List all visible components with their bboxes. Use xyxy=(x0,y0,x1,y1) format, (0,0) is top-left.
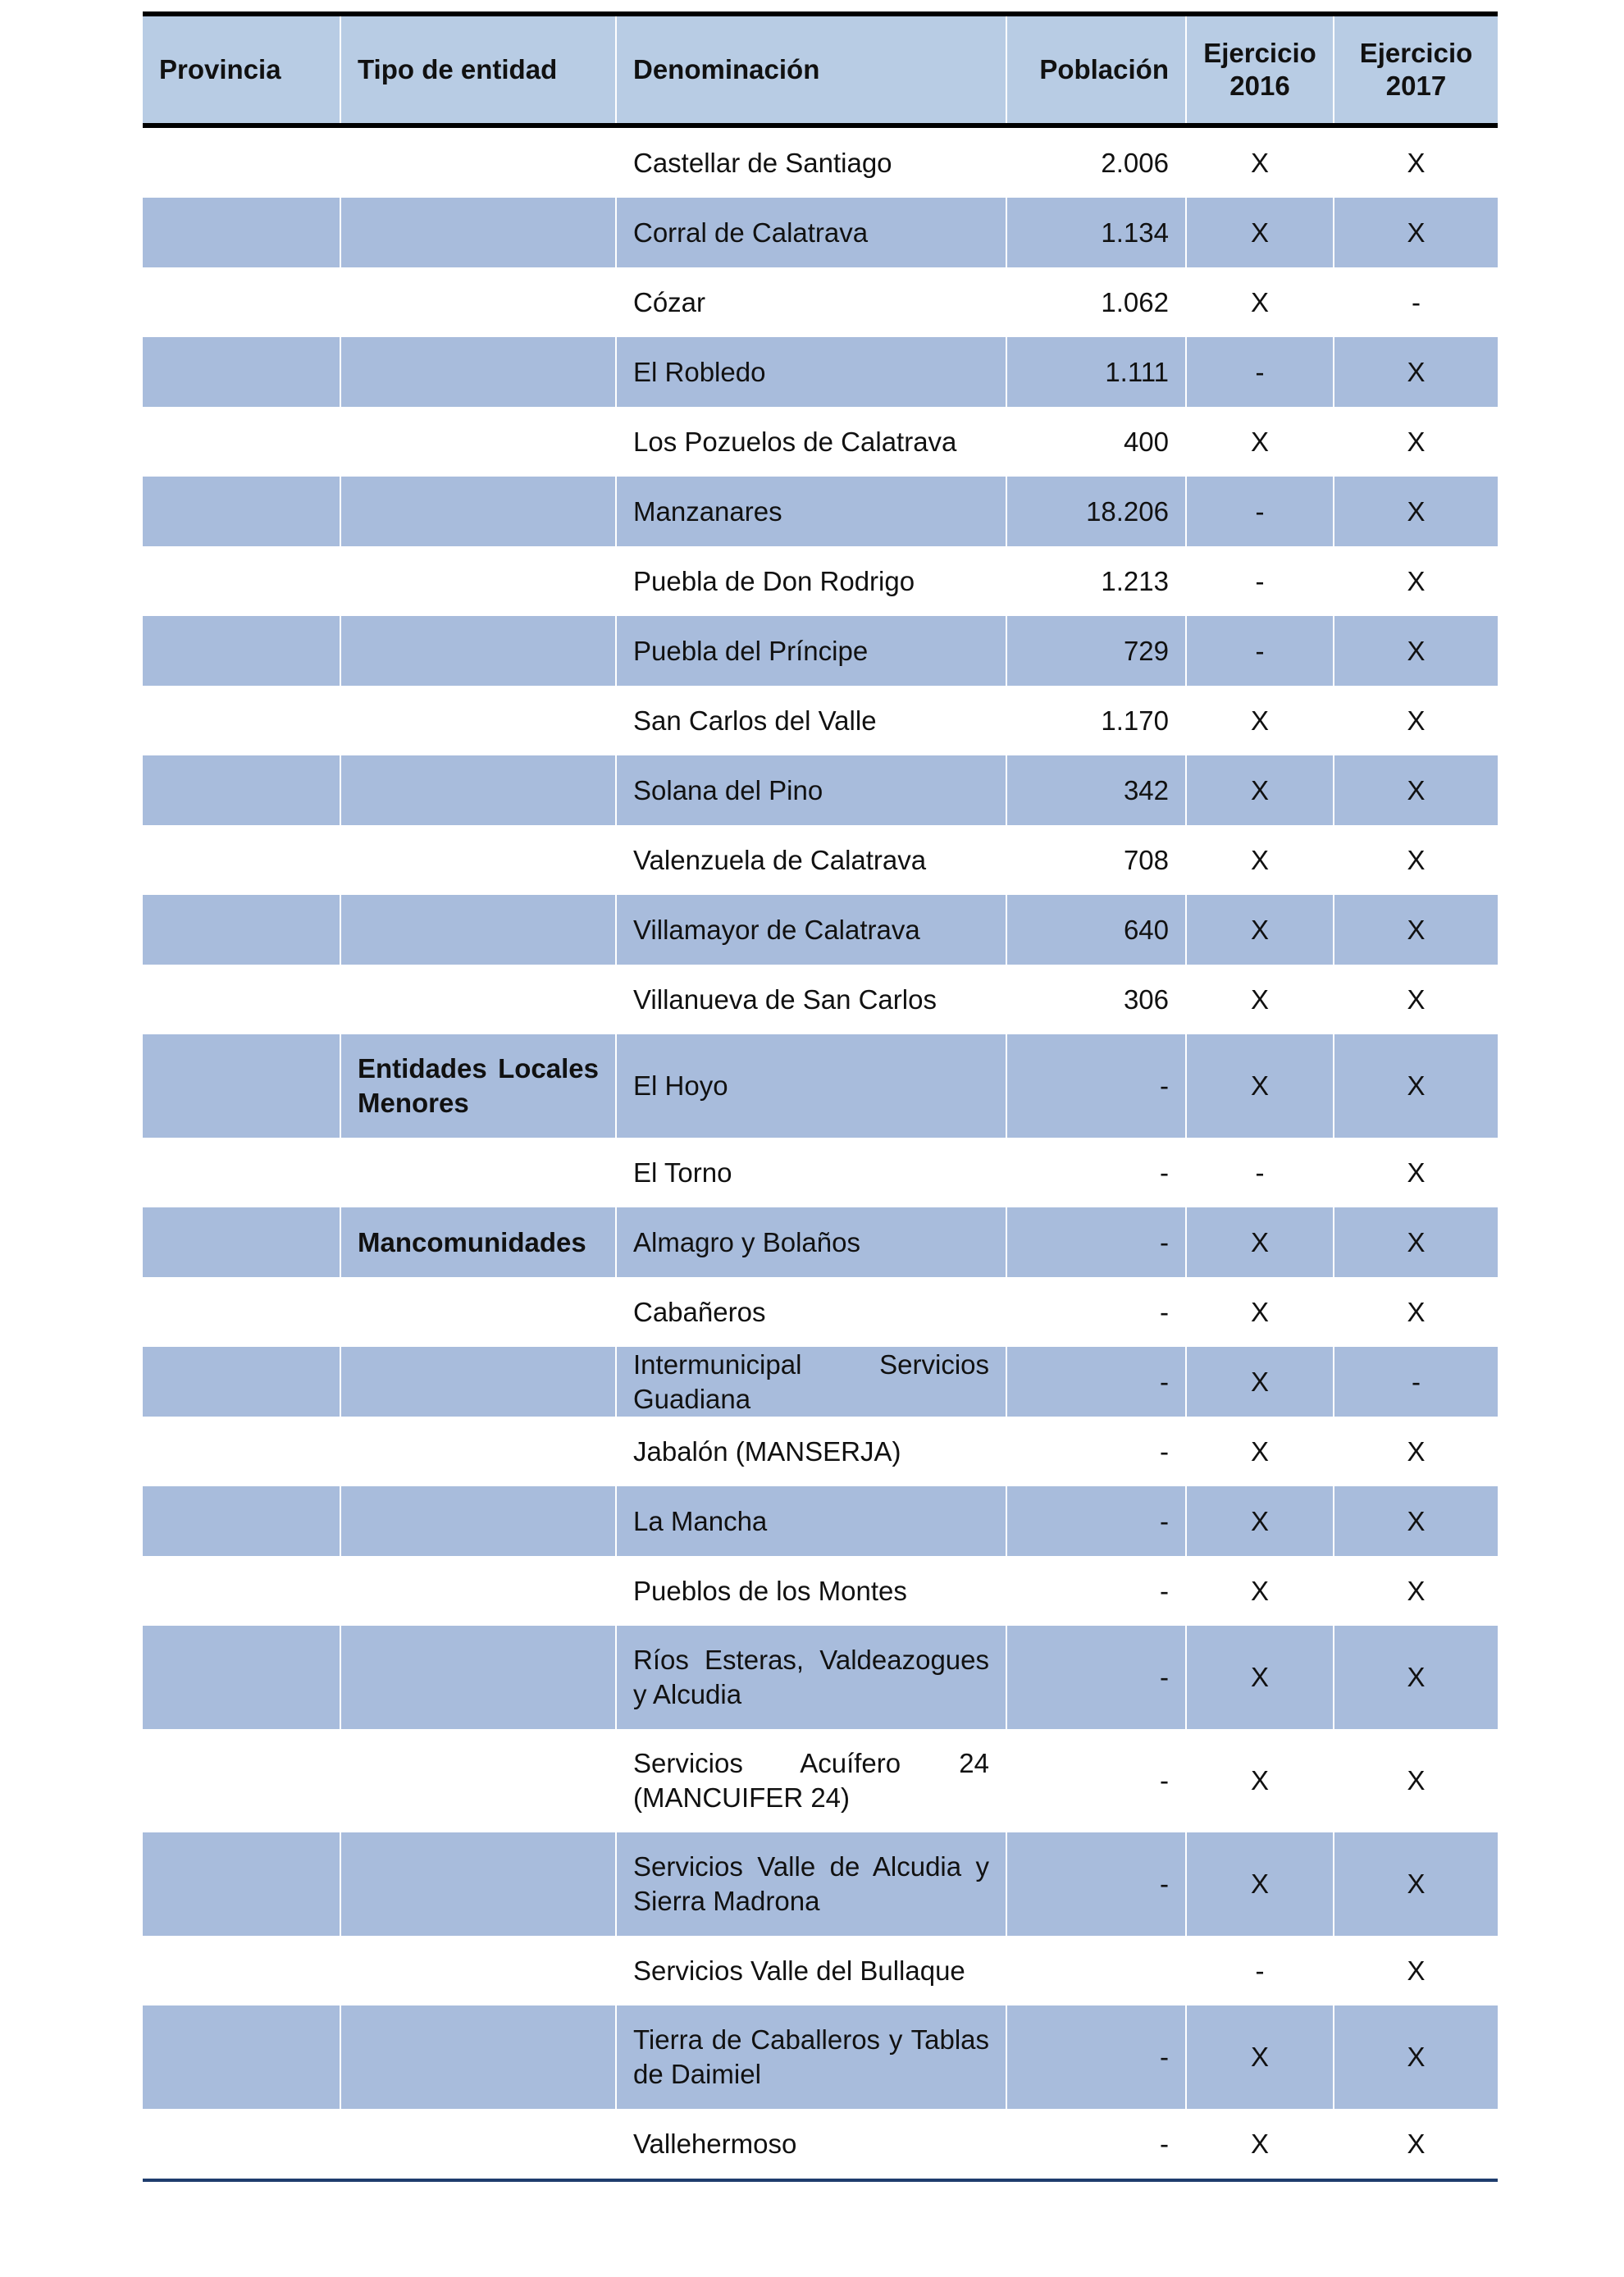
cell-denominacion: Ríos Esteras, Valdeazogues y Alcudia xyxy=(616,1626,1006,1729)
cell-poblacion: - xyxy=(1006,1486,1186,1556)
cell-poblacion: - xyxy=(1006,1832,1186,1936)
cell-tipo-entidad: Mancomunidades xyxy=(340,1207,616,1277)
cell-denominacion: Villanueva de San Carlos xyxy=(616,965,1006,1034)
cell-ejercicio-2016: X xyxy=(1186,1832,1334,1936)
cell-provincia xyxy=(143,825,340,895)
cell-ejercicio-2017: X xyxy=(1334,686,1498,755)
cell-ejercicio-2016: X xyxy=(1186,2109,1334,2180)
cell-poblacion: 400 xyxy=(1006,407,1186,477)
table-header xyxy=(143,14,1498,125)
cell-ejercicio-2016: - xyxy=(1186,337,1334,407)
cell-denominacion: Servicios Acuífero 24 (MANCUIFER 24) xyxy=(616,1729,1006,1832)
cell-ejercicio-2016: X xyxy=(1186,1729,1334,1832)
table-row xyxy=(143,686,1498,755)
cell-tipo-entidad xyxy=(340,125,616,198)
cell-tipo-entidad xyxy=(340,477,616,546)
cell-ejercicio-2016: X xyxy=(1186,1207,1334,1277)
cell-tipo-entidad: Entidades Locales Menores xyxy=(340,1034,616,1138)
cell-poblacion xyxy=(1006,1936,1186,2005)
cell-ejercicio-2016: X xyxy=(1186,1347,1334,1417)
cell-ejercicio-2016: X xyxy=(1186,965,1334,1034)
cell-poblacion: - xyxy=(1006,1034,1186,1138)
cell-ejercicio-2016: X xyxy=(1186,1034,1334,1138)
cell-provincia xyxy=(143,965,340,1034)
cell-tipo-entidad xyxy=(340,1556,616,1626)
cell-ejercicio-2017: X xyxy=(1334,1034,1498,1138)
cell-denominacion: Corral de Calatrava xyxy=(616,198,1006,267)
cell-ejercicio-2017: X xyxy=(1334,616,1498,686)
table-row xyxy=(143,965,1498,1034)
table-row xyxy=(143,1729,1498,1832)
cell-ejercicio-2016: - xyxy=(1186,546,1334,616)
cell-ejercicio-2017: X xyxy=(1334,1277,1498,1347)
cell-ejercicio-2017: X xyxy=(1334,1832,1498,1936)
cell-denominacion: Castellar de Santiago xyxy=(616,125,1006,198)
cell-denominacion: Puebla de Don Rodrigo xyxy=(616,546,1006,616)
cell-ejercicio-2016: X xyxy=(1186,1277,1334,1347)
cell-ejercicio-2017: X xyxy=(1334,895,1498,965)
cell-tipo-entidad xyxy=(340,825,616,895)
table-body xyxy=(143,125,1498,2180)
cell-poblacion: 306 xyxy=(1006,965,1186,1034)
cell-ejercicio-2016: X xyxy=(1186,2005,1334,2109)
cell-ejercicio-2016: X xyxy=(1186,825,1334,895)
cell-ejercicio-2017: X xyxy=(1334,1486,1498,1556)
cell-denominacion: La Mancha xyxy=(616,1486,1006,1556)
cell-provincia xyxy=(143,477,340,546)
table-row xyxy=(143,1936,1498,2005)
cell-ejercicio-2016: X xyxy=(1186,125,1334,198)
cell-denominacion: Villamayor de Calatrava xyxy=(616,895,1006,965)
cell-tipo-entidad xyxy=(340,2005,616,2109)
table-row xyxy=(143,2109,1498,2180)
cell-denominacion: Manzanares xyxy=(616,477,1006,546)
table-row xyxy=(143,198,1498,267)
header-tipo-entidad: Tipo de entidad xyxy=(340,14,616,125)
cell-provincia xyxy=(143,198,340,267)
cell-provincia xyxy=(143,125,340,198)
cell-tipo-entidad xyxy=(340,1486,616,1556)
table-row xyxy=(143,1832,1498,1936)
cell-provincia xyxy=(143,1936,340,2005)
cell-tipo-entidad xyxy=(340,1138,616,1207)
cell-provincia xyxy=(143,2109,340,2180)
table-row xyxy=(143,1207,1498,1277)
cell-tipo-entidad xyxy=(340,616,616,686)
cell-denominacion: El Torno xyxy=(616,1138,1006,1207)
header-ejercicio-2016: Ejercicio 2016 xyxy=(1186,14,1334,125)
cell-tipo-entidad xyxy=(340,1347,616,1417)
table-row xyxy=(143,337,1498,407)
cell-tipo-entidad xyxy=(340,2109,616,2180)
table-row xyxy=(143,1626,1498,1729)
cell-tipo-entidad xyxy=(340,755,616,825)
cell-tipo-entidad xyxy=(340,337,616,407)
header-row xyxy=(143,14,1498,125)
cell-ejercicio-2017: X xyxy=(1334,1729,1498,1832)
cell-poblacion: 342 xyxy=(1006,755,1186,825)
cell-denominacion: Pueblos de los Montes xyxy=(616,1556,1006,1626)
cell-ejercicio-2016: - xyxy=(1186,616,1334,686)
cell-ejercicio-2016: X xyxy=(1186,686,1334,755)
cell-provincia xyxy=(143,895,340,965)
cell-provincia xyxy=(143,1347,340,1417)
cell-tipo-entidad xyxy=(340,267,616,337)
cell-tipo-entidad xyxy=(340,1277,616,1347)
cell-ejercicio-2016: - xyxy=(1186,477,1334,546)
cell-ejercicio-2016: X xyxy=(1186,755,1334,825)
cell-poblacion: - xyxy=(1006,2005,1186,2109)
cell-provincia xyxy=(143,1417,340,1486)
cell-denominacion: El Robledo xyxy=(616,337,1006,407)
table-row xyxy=(143,546,1498,616)
cell-poblacion: - xyxy=(1006,1207,1186,1277)
cell-ejercicio-2017: X xyxy=(1334,477,1498,546)
cell-poblacion: 640 xyxy=(1006,895,1186,965)
cell-denominacion: Intermunicipal Servicios Guadiana xyxy=(616,1347,1006,1417)
table-row xyxy=(143,616,1498,686)
cell-tipo-entidad xyxy=(340,546,616,616)
cell-tipo-entidad xyxy=(340,1626,616,1729)
cell-denominacion: Puebla del Príncipe xyxy=(616,616,1006,686)
cell-denominacion: Vallehermoso xyxy=(616,2109,1006,2180)
table-row xyxy=(143,825,1498,895)
cell-denominacion: El Hoyo xyxy=(616,1034,1006,1138)
cell-provincia xyxy=(143,1556,340,1626)
cell-ejercicio-2017: - xyxy=(1334,1347,1498,1417)
cell-poblacion: 729 xyxy=(1006,616,1186,686)
table-row xyxy=(143,1034,1498,1138)
table-row xyxy=(143,267,1498,337)
cell-denominacion: Servicios Valle de Alcudia y Sierra Madrona xyxy=(616,1832,1006,1936)
cell-ejercicio-2017: X xyxy=(1334,198,1498,267)
cell-poblacion: - xyxy=(1006,2109,1186,2180)
cell-provincia xyxy=(143,407,340,477)
cell-ejercicio-2017: X xyxy=(1334,1207,1498,1277)
table-row xyxy=(143,1417,1498,1486)
cell-ejercicio-2017: X xyxy=(1334,2005,1498,2109)
cell-provincia xyxy=(143,1277,340,1347)
cell-ejercicio-2017: X xyxy=(1334,755,1498,825)
table-row xyxy=(143,1347,1498,1417)
table-row xyxy=(143,1277,1498,1347)
cell-ejercicio-2016: X xyxy=(1186,895,1334,965)
cell-ejercicio-2016: X xyxy=(1186,1417,1334,1486)
cell-poblacion: 18.206 xyxy=(1006,477,1186,546)
cell-provincia xyxy=(143,1034,340,1138)
cell-ejercicio-2016: X xyxy=(1186,1486,1334,1556)
cell-poblacion: 1.111 xyxy=(1006,337,1186,407)
cell-denominacion: Solana del Pino xyxy=(616,755,1006,825)
cell-provincia xyxy=(143,686,340,755)
cell-poblacion: - xyxy=(1006,1138,1186,1207)
cell-poblacion: 1.170 xyxy=(1006,686,1186,755)
cell-provincia xyxy=(143,1207,340,1277)
table-row xyxy=(143,895,1498,965)
cell-ejercicio-2016: X xyxy=(1186,1556,1334,1626)
cell-poblacion: - xyxy=(1006,1277,1186,1347)
table-row xyxy=(143,1556,1498,1626)
cell-provincia xyxy=(143,1626,340,1729)
cell-ejercicio-2017: X xyxy=(1334,546,1498,616)
cell-provincia xyxy=(143,1138,340,1207)
cell-denominacion: Jabalón (MANSERJA) xyxy=(616,1417,1006,1486)
cell-denominacion: San Carlos del Valle xyxy=(616,686,1006,755)
cell-ejercicio-2017: X xyxy=(1334,407,1498,477)
header-ejercicio-2017: Ejercicio 2017 xyxy=(1334,14,1498,125)
cell-ejercicio-2017: X xyxy=(1334,965,1498,1034)
entities-table xyxy=(143,11,1498,2182)
cell-denominacion: Tierra de Caballeros y Tablas de Daimiel xyxy=(616,2005,1006,2109)
cell-poblacion: 1.134 xyxy=(1006,198,1186,267)
cell-poblacion: - xyxy=(1006,1729,1186,1832)
cell-ejercicio-2017: X xyxy=(1334,1936,1498,2005)
cell-denominacion: Cabañeros xyxy=(616,1277,1006,1347)
header-poblacion: Población xyxy=(1006,14,1186,125)
table-row xyxy=(143,2005,1498,2109)
table-row xyxy=(143,477,1498,546)
cell-denominacion: Cózar xyxy=(616,267,1006,337)
cell-denominacion: Los Pozuelos de Calatrava xyxy=(616,407,1006,477)
cell-provincia xyxy=(143,1486,340,1556)
cell-poblacion: - xyxy=(1006,1626,1186,1729)
cell-tipo-entidad xyxy=(340,1832,616,1936)
cell-tipo-entidad xyxy=(340,1417,616,1486)
cell-tipo-entidad xyxy=(340,407,616,477)
cell-denominacion: Servicios Valle del Bullaque xyxy=(616,1936,1006,2005)
cell-provincia xyxy=(143,1832,340,1936)
cell-poblacion: 708 xyxy=(1006,825,1186,895)
cell-ejercicio-2017: X xyxy=(1334,1138,1498,1207)
entities-table-container xyxy=(143,11,1498,2182)
cell-ejercicio-2017: X xyxy=(1334,125,1498,198)
cell-provincia xyxy=(143,2005,340,2109)
table-row xyxy=(143,1486,1498,1556)
cell-poblacion: - xyxy=(1006,1556,1186,1626)
cell-tipo-entidad xyxy=(340,686,616,755)
cell-ejercicio-2016: X xyxy=(1186,267,1334,337)
cell-poblacion: - xyxy=(1006,1417,1186,1486)
cell-tipo-entidad xyxy=(340,1729,616,1832)
cell-ejercicio-2017: - xyxy=(1334,267,1498,337)
cell-poblacion: 1.062 xyxy=(1006,267,1186,337)
cell-tipo-entidad xyxy=(340,895,616,965)
table-row xyxy=(143,407,1498,477)
cell-ejercicio-2017: X xyxy=(1334,825,1498,895)
cell-poblacion: 2.006 xyxy=(1006,125,1186,198)
table-row xyxy=(143,125,1498,198)
cell-ejercicio-2017: X xyxy=(1334,1626,1498,1729)
cell-ejercicio-2016: - xyxy=(1186,1138,1334,1207)
cell-ejercicio-2016: X xyxy=(1186,1626,1334,1729)
cell-tipo-entidad xyxy=(340,1936,616,2005)
cell-ejercicio-2017: X xyxy=(1334,1556,1498,1626)
table-row xyxy=(143,1138,1498,1207)
cell-poblacion: - xyxy=(1006,1347,1186,1417)
cell-provincia xyxy=(143,616,340,686)
cell-provincia xyxy=(143,546,340,616)
table-row xyxy=(143,755,1498,825)
cell-provincia xyxy=(143,1729,340,1832)
cell-denominacion: Almagro y Bolaños xyxy=(616,1207,1006,1277)
cell-denominacion: Valenzuela de Calatrava xyxy=(616,825,1006,895)
cell-provincia xyxy=(143,755,340,825)
cell-ejercicio-2017: X xyxy=(1334,1417,1498,1486)
cell-tipo-entidad xyxy=(340,965,616,1034)
cell-ejercicio-2017: X xyxy=(1334,337,1498,407)
cell-provincia xyxy=(143,267,340,337)
cell-ejercicio-2016: X xyxy=(1186,198,1334,267)
cell-ejercicio-2017: X xyxy=(1334,2109,1498,2180)
header-provincia: Provincia xyxy=(143,14,340,125)
cell-ejercicio-2016: - xyxy=(1186,1936,1334,2005)
cell-provincia xyxy=(143,337,340,407)
cell-tipo-entidad xyxy=(340,198,616,267)
cell-poblacion: 1.213 xyxy=(1006,546,1186,616)
cell-ejercicio-2016: X xyxy=(1186,407,1334,477)
header-denominacion: Denominación xyxy=(616,14,1006,125)
